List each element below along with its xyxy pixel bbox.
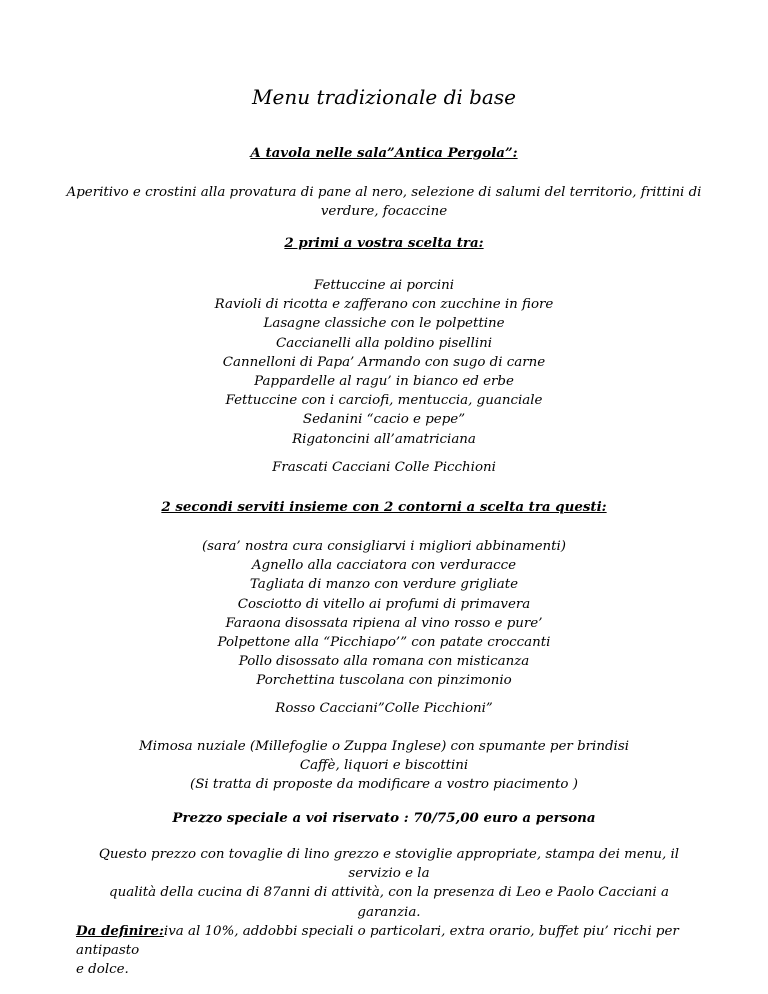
price-section	[40, 809, 728, 828]
secondi-list	[40, 537, 728, 691]
primi-heading: 2 primi a vostra scelta tra:	[284, 235, 484, 251]
define-text: iva al 10%, addobbi speciali o particolari, extra orario, buffet piu’ ricchi per antipasto	[76, 923, 679, 959]
list-item: Caffè, liquori e biscottini	[299, 758, 469, 774]
venue-heading: A tavola nelle sala”Antica Pergola”:	[250, 145, 518, 161]
antipasto-text: Aperitivo e crostini alla provatura di pane al nero, selezione di salumi del territorio, frittini di verdure, focaccine	[66, 185, 702, 220]
list-item: Lasagne classiche con le polpettine	[263, 316, 505, 332]
venue-section	[40, 144, 728, 163]
list-item: Mimosa nuziale (Millefoglie o Zuppa Inglese) con spumante per brindisi	[139, 739, 629, 754]
footer-line: qualità della cucina di 87anni di attività, con la presenza di Leo e Paolo Cacciani a garanzia.	[109, 885, 669, 920]
list-item: Porchettina tuscolana con pinzimonio	[256, 673, 512, 689]
define-label: Da definire:	[76, 922, 164, 939]
list-item: Cosciotto di vitello ai profumi di primavera	[237, 596, 531, 612]
list-item: Faraona disossata ripiena al vino rosso e pure’	[225, 615, 543, 631]
list-item: Pappardelle al ragu’ in bianco ed erbe	[254, 374, 514, 390]
list-item: Sedanini “cacio e pepe”	[302, 412, 466, 428]
antipasto-section	[40, 183, 728, 221]
red-wine: Rosso Cacciani”Colle Picchioni”	[275, 701, 493, 716]
footer-notes	[76, 845, 702, 979]
footer-line: Questo prezzo con tovaglie di lino grezzo e stoviglie appropriate, stampa dei menu, il servizio e la	[98, 847, 680, 882]
page-title: Menu tradizionale di base	[252, 85, 516, 109]
list-item: (Si tratta di proposte da modificare a vostro piacimento )	[190, 777, 578, 793]
list-item: Pollo disossato alla romana con misticanza	[238, 654, 530, 670]
list-item: Tagliata di manzo con verdure grigliate	[249, 577, 519, 593]
list-item: Fettuccine con i carciofi, mentuccia, guanciale	[225, 393, 543, 409]
dessert-list	[40, 737, 728, 795]
list-item: Fettuccine ai porcini	[313, 278, 455, 293]
white-wine: Frascati Cacciani Colle Picchioni	[272, 460, 496, 475]
list-item: Rigatoncini all’amatriciana	[292, 431, 476, 447]
list-item: Polpettone alla “Picchiapo’” con patate croccanti	[217, 635, 551, 651]
list-item: Caccianelli alla poldino pisellini	[275, 335, 493, 351]
list-item: Agnello alla cacciatora con verduracce	[251, 558, 517, 574]
red-wine-section	[40, 699, 728, 718]
list-item: (sara’ nostra cura consigliarvi i migliori abbinamenti)	[201, 539, 567, 554]
secondi-heading-section	[40, 498, 728, 517]
footer-define-line	[76, 922, 702, 960]
primi-list	[40, 276, 728, 449]
list-item: Cannelloni di Papa’ Armando con sugo di carne	[222, 354, 546, 370]
price-text: Prezzo speciale a voi riservato : 70/75,00 euro a persona	[172, 810, 596, 826]
secondi-heading: 2 secondi serviti insieme con 2 contorni a scelta tra questi:	[161, 499, 607, 515]
primi-heading-section	[40, 234, 728, 253]
footer-line: e dolce.	[76, 962, 129, 978]
white-wine-section	[40, 458, 728, 477]
list-item: Ravioli di ricotta e zafferano con zucchine in fiore	[214, 297, 554, 313]
